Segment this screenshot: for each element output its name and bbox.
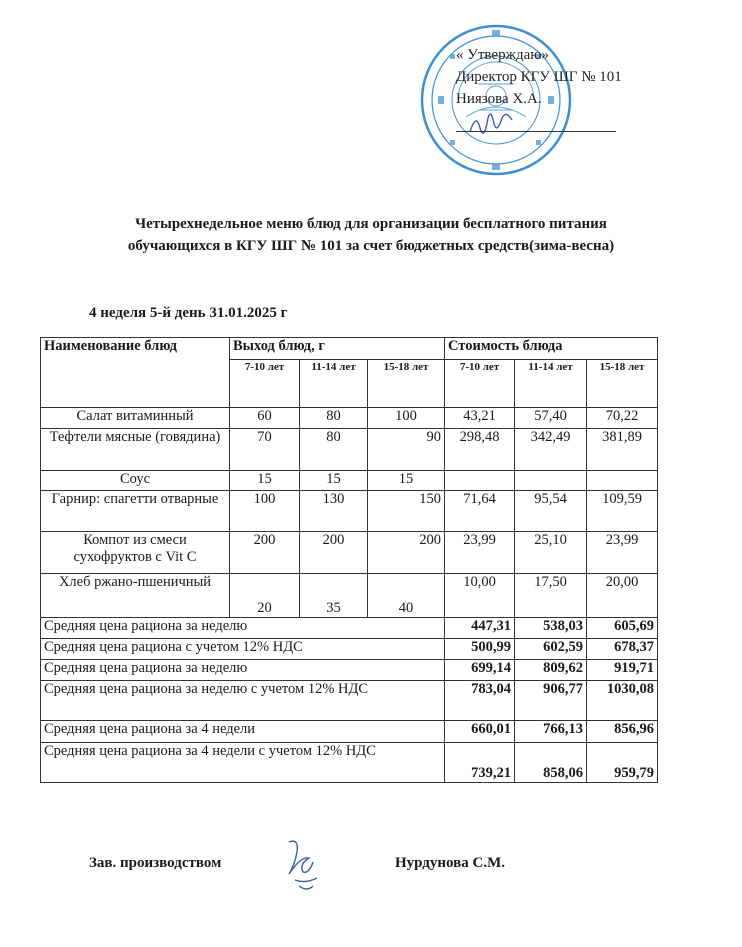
dish-name: Гарнир: спагетти отварные [41, 491, 230, 532]
header-cost: Стоимость блюда [445, 338, 658, 360]
summary-value: 766,13 [515, 721, 587, 743]
signature-icon [275, 834, 335, 896]
dish-output: 150 [368, 491, 445, 532]
summary-value: 959,79 [587, 743, 658, 783]
subheader-cost-11-14: 11-14 лет [515, 360, 587, 408]
dish-cost: 23,99 [445, 532, 515, 574]
dish-output: 70 [230, 429, 300, 471]
dish-output: 80 [300, 429, 368, 471]
dish-name: Компот из смеси сухофруктов с Vit C [41, 532, 230, 574]
summary-value: 699,14 [445, 660, 515, 681]
dish-cost: 10,00 [445, 574, 515, 618]
subheader-output-15-18: 15-18 лет [368, 360, 445, 408]
dish-output: 200 [230, 532, 300, 574]
approval-director: Директор КГУ ШГ № 101 [456, 69, 622, 85]
summary-value: 739,21 [445, 743, 515, 783]
summary-label: Средняя цена рациона с учетом 12% НДС [41, 639, 445, 660]
dish-name: Соус [41, 471, 230, 491]
table-row [41, 574, 658, 618]
table-row [41, 491, 658, 532]
dish-cost: 298,48 [445, 429, 515, 471]
dish-cost: 20,00 [587, 574, 658, 618]
summary-row [41, 660, 658, 681]
dish-output: 15 [368, 471, 445, 491]
footer-position: Зав. производством [89, 855, 222, 871]
dish-cost: 17,50 [515, 574, 587, 618]
summary-value: 906,77 [515, 681, 587, 721]
header-output: Выход блюд, г [230, 338, 445, 360]
approval-heading: « Утверждаю» [456, 47, 549, 63]
dish-cost: 25,10 [515, 532, 587, 574]
summary-value: 500,99 [445, 639, 515, 660]
summary-label: Средняя цена рациона за неделю с учетом 12% НДС [41, 681, 445, 721]
summary-value: 1030,08 [587, 681, 658, 721]
dish-name: Хлеб ржано-пшеничный [41, 574, 230, 618]
subheader-cost-15-18: 15-18 лет [587, 360, 658, 408]
dish-cost: 71,64 [445, 491, 515, 532]
summary-value: 678,37 [587, 639, 658, 660]
dish-cost [515, 471, 587, 491]
summary-label: Средняя цена рациона за неделю [41, 660, 445, 681]
summary-label: Средняя цена рациона за 4 недели [41, 721, 445, 743]
table-row [41, 532, 658, 574]
document-title [0, 213, 742, 257]
summary-value: 447,31 [445, 618, 515, 639]
subheader-output-7-10: 7-10 лет [230, 360, 300, 408]
signature-icon [466, 108, 516, 138]
dish-cost: 70,22 [587, 408, 658, 429]
summary-label: Средняя цена рациона за неделю [41, 618, 445, 639]
dish-output: 15 [230, 471, 300, 491]
signature-line [456, 131, 616, 132]
table-row [41, 408, 658, 429]
summary-value: 602,59 [515, 639, 587, 660]
summary-label: Средняя цена рациона за 4 недели с учетом 12% НДС [41, 743, 445, 783]
dish-output: 20 [230, 574, 300, 618]
subheader-output-11-14: 11-14 лет [300, 360, 368, 408]
summary-value: 783,04 [445, 681, 515, 721]
dish-output: 40 [368, 574, 445, 618]
dish-output: 90 [368, 429, 445, 471]
summary-row [41, 639, 658, 660]
dish-output: 80 [300, 408, 368, 429]
dish-cost: 43,21 [445, 408, 515, 429]
dish-name: Салат витаминный [41, 408, 230, 429]
summary-row [41, 743, 658, 783]
approval-name: Ниязова Х.А. [456, 91, 542, 107]
dish-name: Тефтели мясные (говядина) [41, 429, 230, 471]
summary-value: 538,03 [515, 618, 587, 639]
dish-cost: 381,89 [587, 429, 658, 471]
summary-row [41, 721, 658, 743]
dish-output: 35 [300, 574, 368, 618]
dish-cost: 109,59 [587, 491, 658, 532]
dish-output: 15 [300, 471, 368, 491]
title-line-1: Четырехнедельное меню блюд для организации бесплатного питания [135, 216, 607, 232]
day-title: 4 неделя 5-й день 31.01.2025 г [89, 305, 288, 321]
subheader-cost-7-10: 7-10 лет [445, 360, 515, 408]
dish-output: 60 [230, 408, 300, 429]
approval-block [456, 44, 622, 110]
dish-output: 100 [368, 408, 445, 429]
summary-value: 858,06 [515, 743, 587, 783]
footer-name: Нурдунова С.М. [395, 855, 506, 871]
summary-value: 605,69 [587, 618, 658, 639]
summary-row [41, 618, 658, 639]
dish-output: 200 [368, 532, 445, 574]
summary-value: 660,01 [445, 721, 515, 743]
header-dish-name: Наименование блюд [41, 338, 230, 408]
dish-output: 100 [230, 491, 300, 532]
table-row [41, 429, 658, 471]
table-header-row [41, 338, 658, 360]
summary-value: 809,62 [515, 660, 587, 681]
dish-cost [445, 471, 515, 491]
dish-cost [587, 471, 658, 491]
summary-value: 919,71 [587, 660, 658, 681]
title-line-2: обучающихся в КГУ ШГ № 101 за счет бюджетных средств(зима-весна) [127, 238, 615, 254]
dish-cost: 23,99 [587, 532, 658, 574]
menu-table [40, 337, 658, 783]
dish-cost: 342,49 [515, 429, 587, 471]
dish-output: 200 [300, 532, 368, 574]
dish-cost: 95,54 [515, 491, 587, 532]
table-row [41, 471, 658, 491]
summary-value: 856,96 [587, 721, 658, 743]
dish-cost: 57,40 [515, 408, 587, 429]
dish-output: 130 [300, 491, 368, 532]
summary-row [41, 681, 658, 721]
